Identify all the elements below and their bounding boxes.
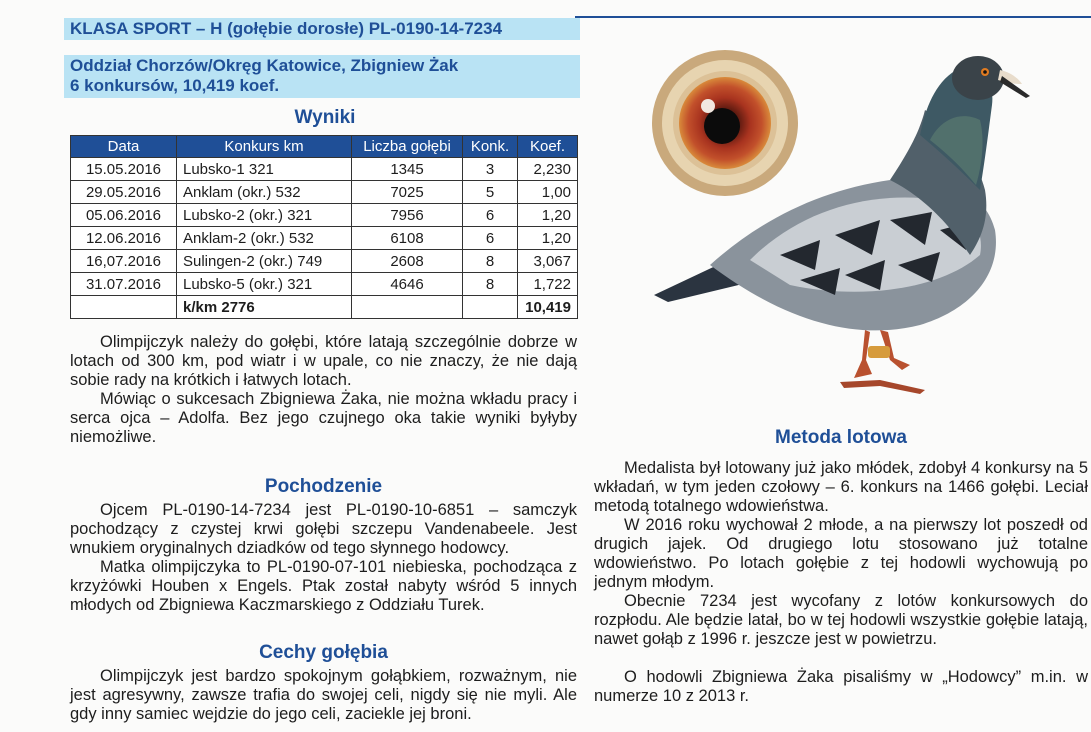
cell-empty [463,296,518,319]
column-header: Konk. [463,136,518,158]
cell-race: Lubsko-5 (okr.) 321 [177,273,352,296]
column-header: Liczba gołębi [352,136,463,158]
intro-paragraph-2: Mówiąc o sukcesach Zbigniewa Żaka, nie można wkładu pracy i serca ojca – Adolfa. Bez jego czujnego oka takie wyniki byłyby niemożliwe. [70,390,577,446]
cell-place: 8 [463,250,518,273]
results-heading: Wyniki [294,107,356,128]
cell-date: 05.06.2016 [71,204,177,227]
column-header: Konkurs km [177,136,352,158]
cell-total-coef: 10,419 [518,296,578,319]
table-row [71,250,578,273]
table-row [71,273,578,296]
cell-date: 29.05.2016 [71,181,177,204]
cell-coef: 1,20 [518,227,578,250]
cell-coef: 3,067 [518,250,578,273]
subtitle-line-1: Oddział Chorzów/Okręg Katowice, Zbigniew Żak [70,56,459,75]
cell-count: 7025 [352,181,463,204]
cell-race: Lubsko-1 321 [177,158,352,181]
cell-race: Anklam (okr.) 532 [177,181,352,204]
metoda-paragraph-4: O hodowli Zbigniewa Żaka pisaliśmy w „Hodowcy” m.in. w numerze 10 z 2013 r. [594,668,1088,705]
column-header: Koef. [518,136,578,158]
cell-race: Lubsko-2 (okr.) 321 [177,204,352,227]
cell-count: 1345 [352,158,463,181]
cell-coef: 1,00 [518,181,578,204]
metoda-paragraph-1: Medalista był lotowany już jako młódek, zdobył 4 konkursy na 5 wkładań, w tym jeden czołowy – 6. konkurs na 1466 gołębi. Leciał metodą totalnego wdowieństwa. [594,459,1088,515]
metoda-text [594,459,1088,706]
intro-text [70,333,577,447]
cell-empty [352,296,463,319]
cell-coef: 1,722 [518,273,578,296]
table-row [71,204,578,227]
subtitle-line-2: 6 konkursów, 10,419 koef. [70,76,280,95]
pochodzenie-heading: Pochodzenie [264,476,383,497]
pochodzenie-paragraph-2: Matka olimpijczyka to PL-0190-07-101 niebieska, pochodząca z krzyżówki Houben x Engels. Ptak został nabyty wśród 5 innych młodych od Zbigniewa Kaczmarskiego z Oddziału Turek. [70,558,577,614]
cell-race: Anklam-2 (okr.) 532 [177,227,352,250]
cell-place: 8 [463,273,518,296]
cell-count: 2608 [352,250,463,273]
table-header-row [71,136,578,158]
table-total-row [71,296,578,319]
intro-paragraph-1: Olimpijczyk należy do gołębi, które latają szczególnie dobrze w lotach od 300 km, pod wiatr i w upale, co nie znaczy, że nie dają sobie rady na krótkich i łatwych lotach. [70,333,577,389]
table-row [71,158,578,181]
cell-count: 7956 [352,204,463,227]
cell-date: 16,07.2016 [71,250,177,273]
cell-coef: 2,230 [518,158,578,181]
eye-photo [650,48,800,203]
cell-count: 6108 [352,227,463,250]
page-subtitle [64,55,580,98]
cell-date: 12.06.2016 [71,227,177,250]
cell-race: Sulingen-2 (okr.) 749 [177,250,352,273]
cechy-heading: Cechy gołębia [259,642,388,663]
cell-coef: 1,20 [518,204,578,227]
pochodzenie-text [70,501,577,615]
pochodzenie-paragraph-1: Ojcem PL-0190-14-7234 jest PL-0190-10-6851 – samczyk pochodzący z czystej krwi gołębi szczepu Vandenabeele. Jest wnukiem oryginalnych dziadków od tego słynnego hodowcy. [70,501,577,557]
cell-total-km: k/km 2776 [177,296,352,319]
results-table [70,135,578,319]
top-rule [575,16,1091,18]
cell-place: 3 [463,158,518,181]
cechy-paragraph-1: Olimpijczyk jest bardzo spokojnym gołąbkiem, rozważnym, nie jest agresywny, zawsze trafia do swojej celi, nigdy się nie myli. Ale gdy inny samiec wejdzie do jego celi, zaciekle jej broni. [70,667,577,723]
metoda-paragraph-2: W 2016 roku wychował 2 młode, a na pierwszy lot poszedł od drugich jajek. Od drugiego lotu stosowano już totalne wdowieństwo. Po lotach gołębie z tej hodowli wychowują po jednym młodym. [594,516,1088,591]
table-row [71,181,578,204]
cell-empty [71,296,177,319]
cell-date: 15.05.2016 [71,158,177,181]
cell-place: 6 [463,227,518,250]
cell-count: 4646 [352,273,463,296]
column-header: Data [71,136,177,158]
cell-place: 5 [463,181,518,204]
cechy-text [70,667,577,724]
table-row [71,227,578,250]
metoda-heading: Metoda lotowa [775,427,907,448]
metoda-paragraph-3: Obecnie 7234 jest wycofany z lotów konkursowych do rozpłodu. Ale będzie latał, bo w tej hodowli wszystkie gołębie latają, nawet gołąb z 1996 r. jeszcze jest w powietrzu. [594,592,1088,648]
cell-place: 6 [463,204,518,227]
cell-date: 31.07.2016 [71,273,177,296]
page-title: KLASA SPORT – H (gołębie dorosłe) PL-0190-14-7234 [64,18,580,40]
